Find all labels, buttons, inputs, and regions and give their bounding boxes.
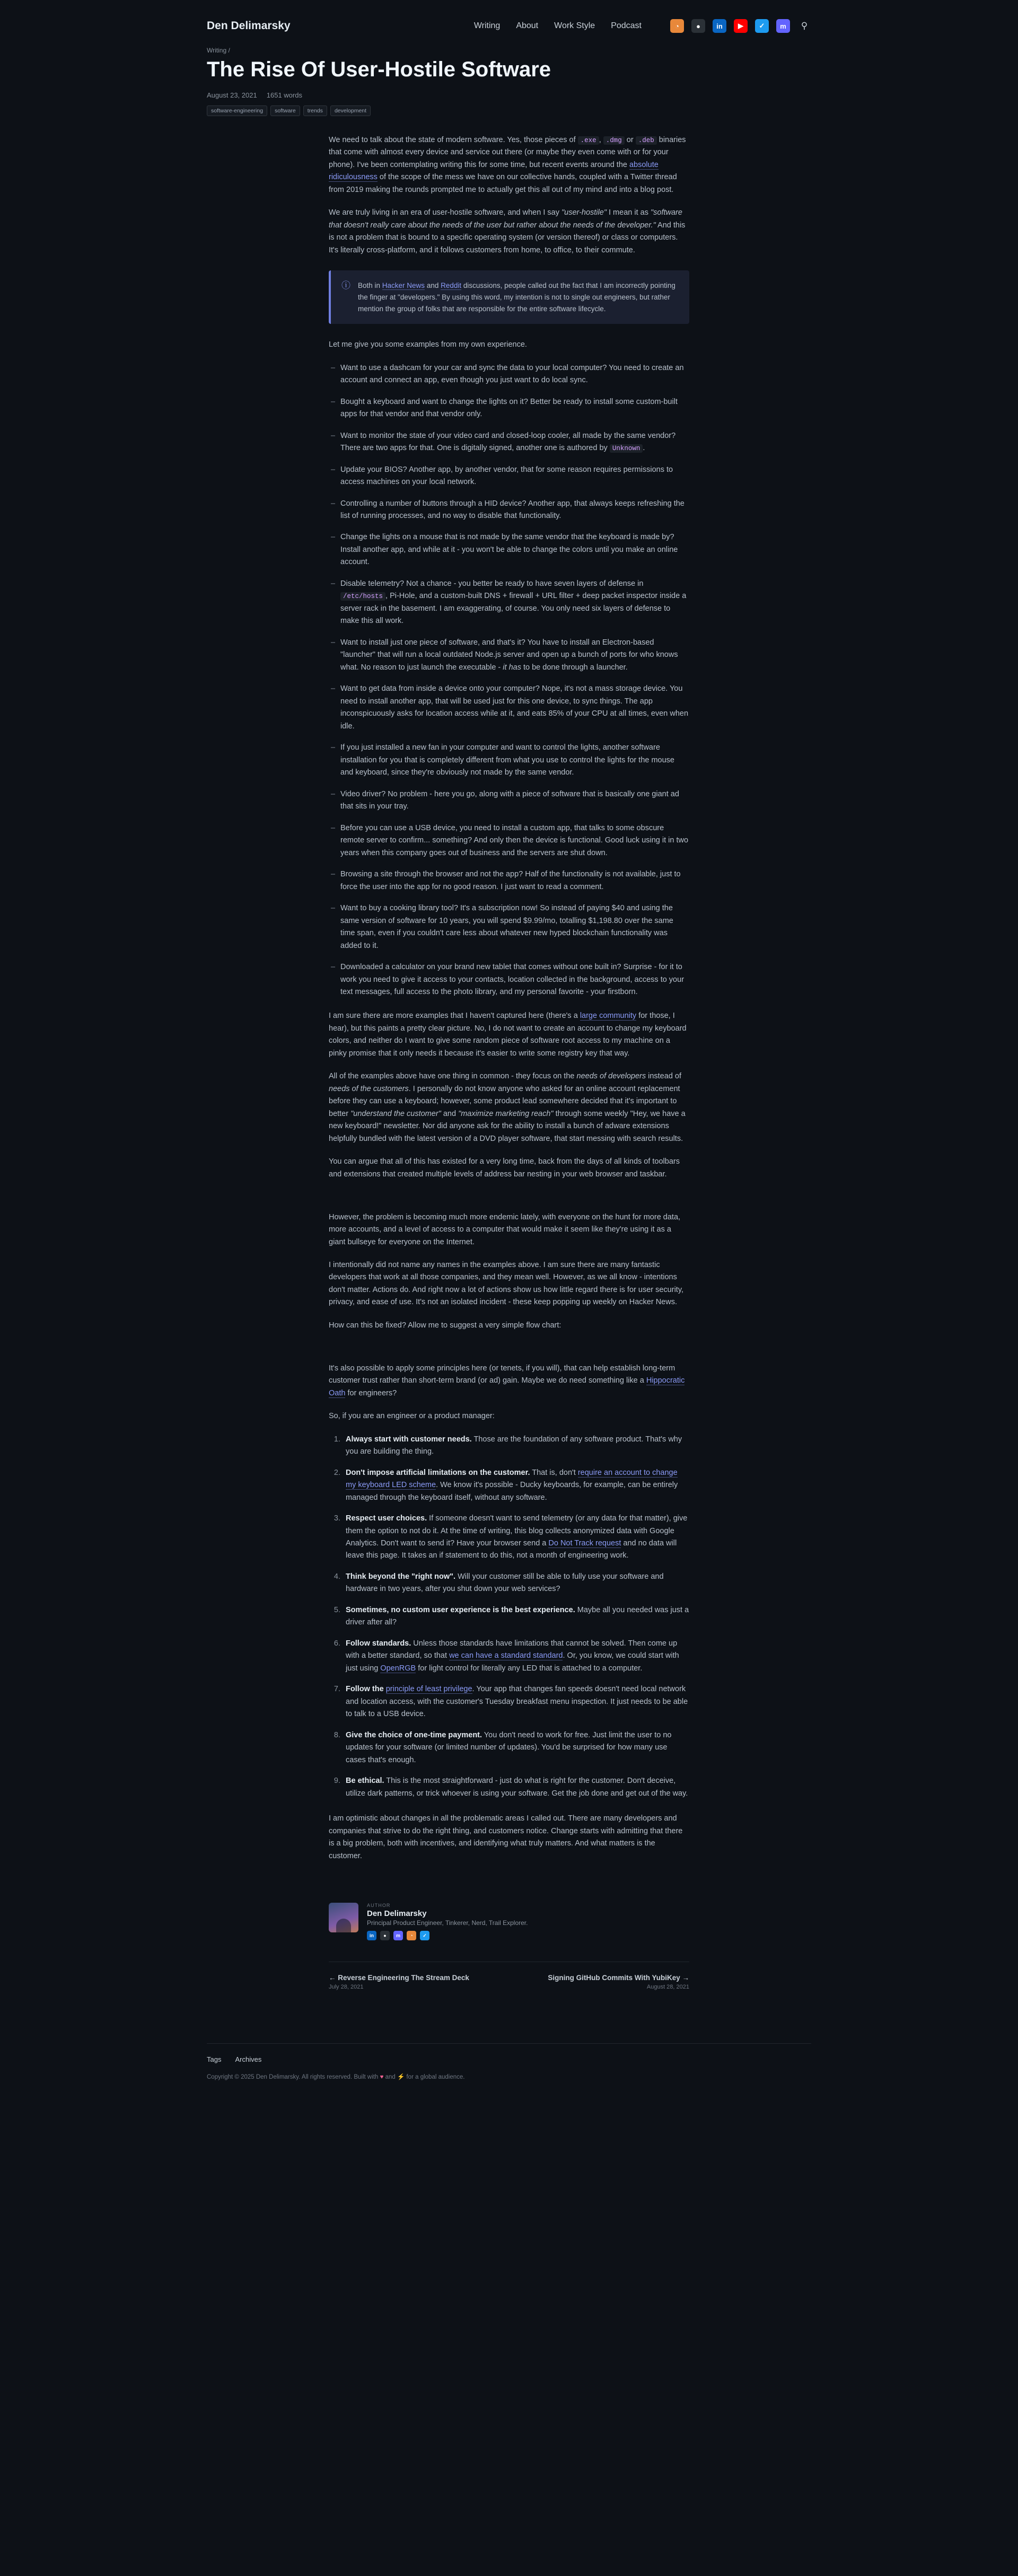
paragraph-more-examples xyxy=(329,1010,689,1060)
list-item xyxy=(329,868,689,893)
breadcrumb xyxy=(207,47,811,54)
link-hacker-news[interactable]: Hacker News xyxy=(382,282,425,290)
text-run: , Pi-Hole, and a custom-built DNS + firewall + URL filter + deep packet inspector inside a server rack in the basement. I am exaggerating, of course. You only need six layers of defense to make this all work. xyxy=(340,592,687,626)
list-item xyxy=(329,961,689,998)
text-run: . I personally do not know anyone who asked for an online account replacement before they can use a keyboard; however, some product lead somewhere decided that it's important to better xyxy=(329,1084,680,1118)
github-icon[interactable]: ● xyxy=(380,1931,390,1940)
text-run: . Your app that changes fan speeds doesn't need local network and location access, with the customer's Tuesday breakfast menu inspection. It just needs to be able to talk to a USB device. xyxy=(346,1685,688,1719)
text-run: Copyright © 2025 Den Delimarsky. All rights reserved. Built with xyxy=(207,2074,380,2081)
text-run: You don't need to work for free. Just limit the user to no updates for your software (or limited number of updates). You'd be surprised for how many use cases that's enough. xyxy=(346,1730,672,1764)
github-icon[interactable]: ● xyxy=(691,19,705,33)
pager-next-label: Signing GitHub Commits With YubiKey xyxy=(548,1974,680,1982)
text-run: Will your customer still be able to fully use your software and hardware in two years, after you shut down your web services? xyxy=(346,1572,664,1594)
text-run: . We know it's possible - Ducky keyboards, for example, can be entirely managed through the keyboard itself, without any software. xyxy=(346,1481,678,1502)
emphasis-run: "understand the customer" xyxy=(350,1109,441,1118)
avatar xyxy=(329,1903,358,1932)
author-box xyxy=(329,1889,689,1940)
text-run: and xyxy=(383,2074,397,2081)
list-item xyxy=(343,1604,689,1629)
list-item xyxy=(329,788,689,813)
paragraph-flowchart-intro: How can this be fixed? Allow me to suggest a very simple flow chart: xyxy=(329,1321,561,1330)
main-nav xyxy=(474,19,811,33)
author-description: Principal Product Engineer, Tinkerer, Nerd, Trail Explorer. xyxy=(367,1919,528,1927)
emphasis-run: "maximize marketing reach" xyxy=(458,1109,554,1118)
list-item xyxy=(329,464,689,489)
list-item xyxy=(329,362,689,387)
author-social-links xyxy=(367,1931,528,1940)
text-run: Downloaded a calculator on your brand new tablet that comes without one built in? Surprise - for it to work you need to give it access to your contacts, location collected in the background, access to your text messages, full access to the photo library, and my personal favorite - your firstborn. xyxy=(340,963,684,996)
link-require-account[interactable]: require an account to change my keyboard LED scheme xyxy=(346,1468,678,1490)
site-brand[interactable]: Den Delimarsky xyxy=(207,20,291,32)
text-run: for engineers? xyxy=(345,1388,397,1397)
text-run: through some weekly "Hey, we have a new keyboard!" newsletter. Nor did anyone ask for the ability to install a bunch of adware extensions helpfully bundled with the latest version of a DVD player software, that start messing with search results. xyxy=(329,1109,686,1143)
paragraph-closing: I am optimistic about changes in all the problematic areas I called out. There are many developers and companies that strive to do the right thing, and customers notice. Change starts with admitting that there is a big problem, both with incentives, and identifying what truly matters. And what matters is the customer. xyxy=(329,1814,683,1860)
list-item xyxy=(343,1571,689,1596)
youtube-icon[interactable]: ▶ xyxy=(734,19,748,33)
nav-item-writing[interactable]: Writing xyxy=(473,21,501,30)
principle-title: Don't impose artificial limitations on the customer. xyxy=(346,1468,530,1477)
callout-text xyxy=(358,280,679,314)
list-item xyxy=(329,531,689,568)
list-item xyxy=(329,637,689,674)
info-icon: ⓘ xyxy=(341,280,350,291)
tag-item[interactable]: development xyxy=(330,105,371,116)
text-run: This is the most straightforward - just do what is right for the customer. Don't deceive, utilize dark patterns, or trick whoever is using your software. Get the job done and get out of the way. xyxy=(346,1777,688,1798)
publish-date: August 23, 2021 xyxy=(207,91,257,99)
list-item xyxy=(329,430,689,455)
list-item xyxy=(343,1467,689,1504)
pager-previous[interactable] xyxy=(329,1974,469,1990)
inline-code: .deb xyxy=(636,136,657,145)
text-run: We are truly living in an era of user-hostile software, and when I say xyxy=(329,208,561,217)
content-divider xyxy=(329,1191,689,1207)
text-run: Disable telemetry? Not a chance - you better be ready to have seven layers of defense in xyxy=(340,579,644,588)
text-run: for a global audience. xyxy=(405,2074,465,2081)
text-run: for those, I hear), but this paints a pretty clear picture. No, I do not want to create an account to change my keyboard colors, and neither do I want to give some random piece of software root access to my machine on a pinky promise that it only needs it because it's easier to write some registry key that way. xyxy=(329,1012,687,1058)
twitter-icon[interactable]: ✓ xyxy=(420,1931,429,1940)
list-item xyxy=(343,1775,689,1800)
tag-item[interactable]: trends xyxy=(303,105,327,116)
paragraph-so-if: So, if you are an engineer or a product manager: xyxy=(329,1412,495,1421)
page-title: The Rise Of User-Hostile Software xyxy=(207,58,551,81)
text-run: We need to talk about the state of modern software. Yes, those pieces of xyxy=(329,136,578,144)
arrow-left-icon: ← xyxy=(329,1974,336,1982)
paragraph-principles-intro xyxy=(329,1362,689,1400)
principle-title: Be ethical. xyxy=(346,1777,384,1786)
text-run: I am sure there are more examples that I haven't captured here (there's a xyxy=(329,1012,580,1021)
text-run: Browsing a site through the browser and not the app? Half of the functionality is not available, just to force the user into the app for no good reason. I just want to read a comment. xyxy=(340,870,681,891)
principle-title: Follow standards. xyxy=(346,1639,411,1648)
mastodon-icon[interactable]: m xyxy=(776,19,790,33)
nav-item-about[interactable]: About xyxy=(516,21,539,30)
arrow-right-icon: → xyxy=(682,1974,689,1982)
author-details xyxy=(367,1903,528,1940)
pager-previous-date: July 28, 2021 xyxy=(329,1984,364,1991)
paragraph-definition xyxy=(329,207,689,257)
emphasis-run: "user-hostile" xyxy=(561,208,607,217)
paragraph-history: You can argue that all of this has existed for a very long time, back from the days of all kinds of toolbars and extensions that created multiple levels of address bar nesting in your web browser and taskbar. xyxy=(329,1157,680,1179)
tag-item[interactable]: software xyxy=(270,105,300,116)
principles-list xyxy=(329,1434,689,1800)
twitter-icon[interactable]: ✓ xyxy=(755,19,769,33)
list-item xyxy=(329,902,689,952)
list-item xyxy=(343,1513,689,1562)
pager-previous-label: Reverse Engineering The Stream Deck xyxy=(338,1974,469,1982)
search-icon[interactable]: ⚲ xyxy=(801,21,808,31)
text-run: discussions, people called out the fact that I am incorrectly pointing the finger at "developers." By using this word, my intention is not to single out engineers, but rather mention the group of folks that are responsible for the entire software lifecycle. xyxy=(358,282,675,313)
footer-link-tags[interactable]: Tags xyxy=(207,2055,222,2064)
text-run: If someone doesn't want to send telemetry (or any data for that matter), give them the option to not do it. At the time of writing, this blog collects anonymized data with Google Analytics. Don't want to send it? Have your browser send a xyxy=(346,1514,688,1548)
text-run: Update your BIOS? Another app, by another vendor, that for some reason requires permissions to access machines on your local network. xyxy=(340,465,673,487)
text-run: It's also possible to apply some principles here (or tenets, if you will), that can help establish long-term customer trust rather than short-term brand (or ad) gain. Maybe we do need something like a xyxy=(329,1364,675,1385)
inline-code: /etc/hosts xyxy=(340,592,385,601)
pager-next[interactable] xyxy=(548,1974,689,1990)
principle-title: Think beyond the "right now". xyxy=(346,1572,456,1581)
emphasis-run: it has xyxy=(503,663,521,672)
inline-code: Unknown xyxy=(610,444,643,453)
linkedin-icon[interactable]: in xyxy=(367,1931,376,1940)
tag-item[interactable]: software-engineering xyxy=(207,105,267,116)
text-run: binaries that come with almost every device and service out there (or maybe they even come with or for your phone). I've been contemplating writing this for some time, but recent events around the xyxy=(329,136,686,169)
link-reddit[interactable]: Reddit xyxy=(441,282,462,290)
text-run: Want to get data from inside a device onto your computer? Nope, it's not a mass storage device. You need to install another app, that will be used just for this one device, to sync things. The app inconspicuously asks for location access while at it, and eats 85% of your CPU at all times, even when idle. xyxy=(340,684,689,731)
principle-title: Sometimes, no custom user experience is the best experience. xyxy=(346,1605,575,1614)
text-run: I mean it as xyxy=(606,208,651,217)
text-run: or xyxy=(624,136,636,144)
text-run: of the scope of the mess we have on our collective hands, coupled with a Twitter thread from 2019 making the rounds prompted me to actually get this all out of my mind and into a blog post. xyxy=(329,173,677,194)
text-run: Both in xyxy=(358,282,382,290)
text-run: Want to use a dashcam for your car and sync the data to your local computer? You need to create an account and connect an app, even though you just want to do local sync. xyxy=(340,363,684,385)
emphasis-run: needs of the customers xyxy=(329,1084,409,1093)
examples-list xyxy=(329,362,689,999)
emphasis-run: needs of developers xyxy=(576,1072,646,1081)
paragraph-intro xyxy=(329,134,689,196)
author-name: Den Delimarsky xyxy=(367,1909,427,1919)
author-label: AUTHOR xyxy=(367,1903,391,1909)
text-run: If you just installed a new fan in your computer and want to control the lights, another software installation for you that is completely different from what you use to control the lights for the mouse and keyboard, since they're obviously not made by the same vendor. xyxy=(340,743,674,777)
list-item xyxy=(329,822,689,859)
text-run: . Or, you know, we could start with just using xyxy=(346,1651,679,1673)
header-social-links xyxy=(670,19,811,33)
list-item xyxy=(343,1638,689,1675)
link-do-not-track[interactable]: Do Not Track request xyxy=(548,1539,621,1548)
mastodon-icon[interactable]: m xyxy=(393,1931,403,1940)
note-callout xyxy=(329,270,689,324)
text-run: Unless those standards have limitations that cannot be solved. Then come up with a better standard, so that xyxy=(346,1639,678,1660)
site-header xyxy=(0,0,1018,37)
site-footer xyxy=(207,2043,811,2102)
breadcrumb-link-writing[interactable]: Writing / xyxy=(207,47,230,54)
lightning-icon: ⚡ xyxy=(397,2074,405,2081)
text-run: That is, don't xyxy=(530,1468,578,1477)
post-pager xyxy=(329,1962,689,1990)
link-hippocratic-oath[interactable]: Hippocratic Oath xyxy=(329,1376,685,1397)
inline-code: .exe xyxy=(578,136,599,145)
heart-icon: ♥ xyxy=(380,2074,384,2081)
flowchart-placeholder xyxy=(329,1342,689,1358)
text-run: Video driver? No problem - here you go, along with a piece of software that is basically one giant ad that sits in your tray. xyxy=(340,789,679,811)
link-standard-standard[interactable]: we can have a standard standard xyxy=(449,1651,563,1660)
list-item xyxy=(329,498,689,523)
nav-item-work-style[interactable]: Work Style xyxy=(554,21,595,30)
link-large-community[interactable]: large community xyxy=(580,1012,637,1021)
copyright-notice xyxy=(207,2073,811,2080)
text-run: Want to buy a cooking library tool? It's a subscription now! So instead of paying $40 and using the same version of software for 10 years, you will spend $9.99/mo, totalling $1,198.80 over the same time span, even if you couldn't care less about whatever new hyped blockchain functionality was added to it. xyxy=(340,904,673,950)
pager-previous-link[interactable] xyxy=(329,1974,469,1982)
text-run: instead of xyxy=(646,1072,682,1081)
text-run: for light control for literally any LED that is attached to a computer. xyxy=(416,1664,643,1673)
principle-title: Always start with customer needs. xyxy=(346,1435,472,1444)
link-least-privilege[interactable]: principle of least privilege xyxy=(385,1685,472,1694)
emphasis-run: "software that doesn't really care about the needs of the user but rather about the needs of the developer." xyxy=(329,208,682,230)
text-run: And this is not a problem that is bound to a specific operating system (or version thereof) or class or computers. It's literally cross-platform, and it follows customers from home, to office, to their commute. xyxy=(329,221,686,254)
list-item xyxy=(329,396,689,421)
list-item xyxy=(343,1434,689,1458)
pager-next-link[interactable] xyxy=(548,1974,689,1982)
text-run: Want to monitor the state of your video card and closed-loop cooler, all made by the same vendor? There are two apps for that. One is digitally signed, another one is authored by xyxy=(340,431,676,453)
list-item xyxy=(329,683,689,733)
text-run: Before you can use a USB device, you need to install a custom app, that talks to some obscure remote server to confirm... something? And only then the device is functional. Good luck using it in two years when this company goes out of business and the servers are shut down. xyxy=(340,823,689,857)
list-item xyxy=(343,1683,689,1720)
text-run: , xyxy=(599,136,603,144)
link-openrgb[interactable]: OpenRGB xyxy=(380,1664,416,1673)
article-body xyxy=(329,134,689,1862)
inline-code: .dmg xyxy=(603,136,625,145)
nav-item-podcast[interactable]: Podcast xyxy=(611,21,642,30)
paragraph-lead-in: Let me give you some examples from my own experience. xyxy=(329,340,527,349)
rss-icon[interactable]: ◔ xyxy=(407,1931,416,1940)
pager-next-date: August 28, 2021 xyxy=(646,1984,689,1991)
paragraph-no-names: I intentionally did not name any names in the examples above. I am sure there are many fantastic developers that work at all those companies, and they mean well. However, as we all know - intentions don't matter. Actions do. And right now a lot of actions show us how little regard there is for user security, privacy, and ease of use. It's not an isolated incident - these keep popping up weekly on Hacker News. xyxy=(329,1261,684,1307)
rss-icon[interactable]: ◔ xyxy=(670,19,684,33)
principle-title: Respect user choices. xyxy=(346,1514,427,1523)
footer-link-archives[interactable]: Archives xyxy=(235,2055,262,2064)
text-run: to be done through a launcher. xyxy=(521,663,628,672)
text-run: Those are the foundation of any software product. That's why you are building the thing. xyxy=(346,1435,682,1456)
footer-links xyxy=(207,2055,811,2063)
list-item xyxy=(329,578,689,628)
principle-title: Follow the xyxy=(346,1685,386,1694)
list-item xyxy=(343,1729,689,1766)
paragraph-endemic: However, the problem is becoming much more endemic lately, with everyone on the hunt for more data, more accounts, and a level of access to a computer that would make it seem like they're using it as a giant bullseye for everyone on the Internet. xyxy=(329,1212,681,1246)
word-count: 1651 words xyxy=(266,91,302,99)
text-run: and xyxy=(441,1109,459,1118)
text-run: Want to install just one piece of software, and that's it? You have to install an Electron-based "launcher" that will run a local outdated Node.js server and open up a bunch of ports for who knows what. No reason to just launch the executable - xyxy=(340,638,678,672)
text-run: Maybe all you needed was just a driver after all? xyxy=(346,1605,689,1627)
text-run: Change the lights on a mouse that is not made by the same vendor that the keyboard is made by? Install another app, and while at it - you won't be able to change the colors until you make an online account. xyxy=(340,533,678,567)
linkedin-icon[interactable]: in xyxy=(713,19,726,33)
article-meta xyxy=(207,91,811,99)
text-run: . xyxy=(643,444,645,453)
text-run: and no data will leave this page. It takes an if statement to do this, not a month of engineering work. xyxy=(346,1539,677,1560)
link-absolute-ridiculousness[interactable]: absolute ridiculousness xyxy=(329,160,659,182)
text-run: Controlling a number of buttons through a HID device? Another app, that always keeps refreshing the list of running processes, and no way to disable that functionality. xyxy=(340,499,684,520)
tag-list xyxy=(207,105,811,116)
principle-title: Give the choice of one-time payment. xyxy=(346,1730,482,1739)
list-item xyxy=(329,742,689,779)
paragraph-common-thread xyxy=(329,1070,689,1145)
text-run: All of the examples above have one thing in common - they focus on the xyxy=(329,1072,577,1081)
text-run: Bought a keyboard and want to change the lights on it? Better be ready to install some custom-built apps for that vendor and that vendor only. xyxy=(340,397,678,419)
text-run: and xyxy=(425,282,441,290)
article-main xyxy=(207,47,811,2011)
